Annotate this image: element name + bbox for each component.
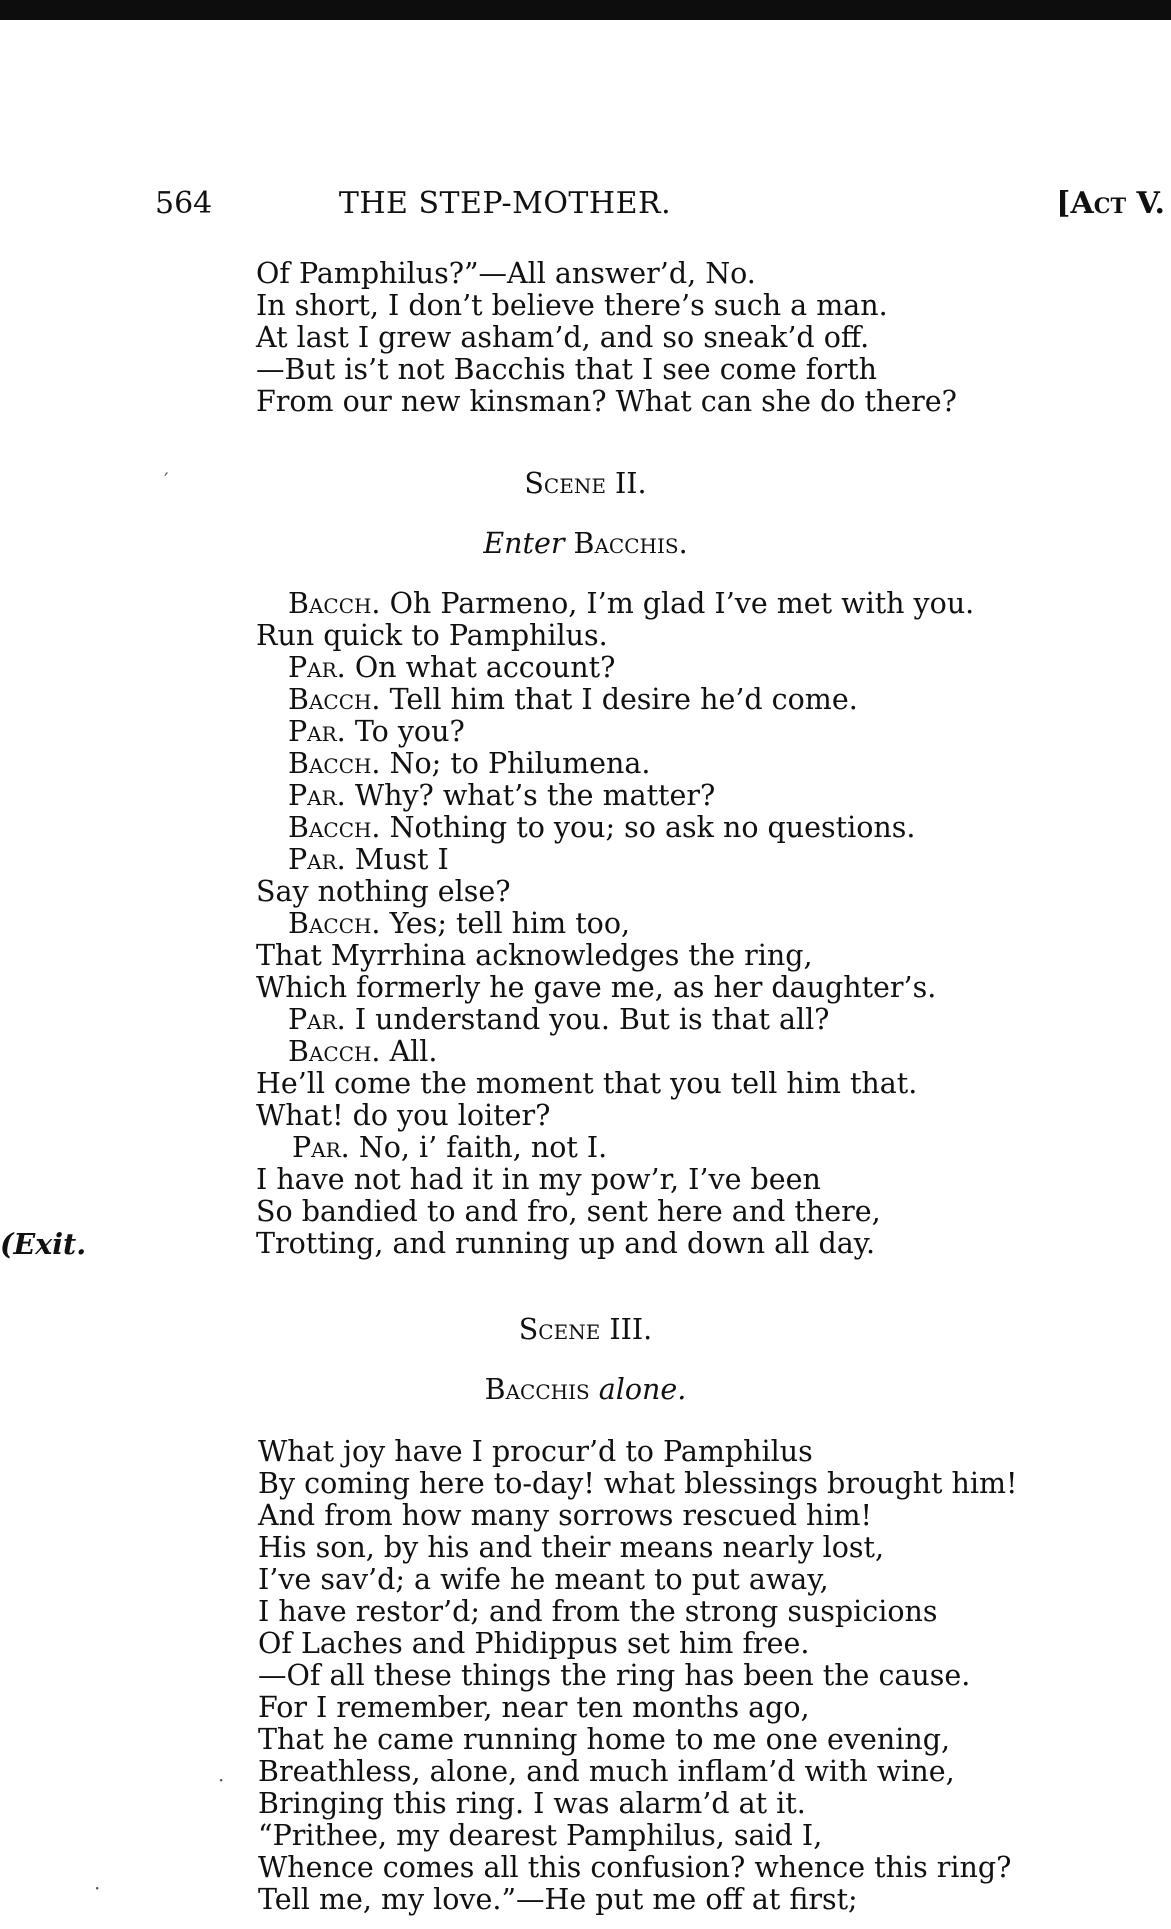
dialogue-line: He’ll come the moment that you tell him that.: [256, 1067, 918, 1100]
speech: I understand you. But is that all?: [354, 1003, 830, 1036]
verse-line: —Of all these things the ring has been the cause.: [258, 1659, 971, 1692]
running-title: THE STEP-MOTHER.: [338, 186, 672, 221]
stage-direction: [0, 1374, 1171, 1406]
page-header: [0, 186, 1171, 226]
speech: To you?: [354, 715, 465, 748]
exit-direction: (Exit.: [0, 1227, 87, 1261]
verse-line: In short, I don’t believe there’s such a man.: [256, 289, 888, 322]
stray-mark: ·: [94, 1876, 101, 1900]
verse-line: At last I grew asham’d, and so sneak’d off.: [256, 321, 870, 354]
verse-line: Bringing this ring. I was alarm’d at it.: [258, 1787, 806, 1820]
page-number: 564: [155, 186, 213, 221]
dialogue-line: [288, 780, 715, 812]
speaker-name: Bacch.: [288, 683, 381, 716]
top-scan-border: [0, 0, 1171, 20]
dialogue-line: Run quick to Pamphilus.: [256, 619, 608, 652]
speech: No, i’ faith, not I.: [358, 1131, 608, 1164]
speaker-name: Bacch.: [288, 587, 381, 620]
speech: Tell him that I desire he’d come.: [389, 683, 858, 716]
speech: Why? what’s the matter?: [354, 779, 716, 812]
dialogue-line: [292, 1132, 607, 1164]
speaker-name: Par.: [288, 715, 346, 748]
speech: Oh Parmeno, I’m glad I’ve met with you.: [389, 587, 975, 620]
speech: Nothing to you; so ask no questions.: [389, 811, 916, 844]
speaker-name: Par.: [288, 651, 346, 684]
dialogue-line: I have not had it in my pow’r, I’ve been: [256, 1163, 821, 1196]
dialogue-line: What! do you loiter?: [256, 1099, 551, 1132]
verse-line: And from how many sorrows rescued him!: [258, 1499, 872, 1532]
speaker-name: Bacch.: [288, 747, 381, 780]
stray-mark: ′: [164, 468, 169, 492]
speech: Must I: [354, 843, 449, 876]
stray-mark: ·: [218, 1768, 225, 1792]
verse-line: His son, by his and their means nearly lost,: [258, 1531, 885, 1564]
dialogue-line: [288, 908, 630, 940]
verse-line: Breathless, alone, and much inflam’d with wine,: [258, 1755, 955, 1788]
stage-direction-character: Bacchis.: [573, 527, 688, 560]
stage-direction: [0, 528, 1171, 560]
speaker-name: Par.: [288, 779, 346, 812]
speaker-name: Par.: [288, 843, 346, 876]
speaker-name: Par.: [288, 1003, 346, 1036]
dialogue-line: Which formerly he gave me, as her daughter’s.: [256, 971, 937, 1004]
dialogue-line: So bandied to and fro, sent here and there,: [256, 1195, 881, 1228]
dialogue-line: [288, 716, 465, 748]
dialogue-line: Say nothing else?: [256, 875, 511, 908]
dialogue-line: [288, 1036, 437, 1068]
verse-line: Of Pamphilus?”—All answer’d, No.: [256, 257, 756, 290]
verse-line: By coming here to-day! what blessings brought him!: [258, 1467, 1018, 1500]
dialogue-line: [288, 748, 650, 780]
speaker-name: Bacch.: [288, 907, 381, 940]
dialogue-line: [288, 684, 858, 716]
speaker-name: Bacch.: [288, 1035, 381, 1068]
speaker-name: Bacch.: [288, 811, 381, 844]
speech: All.: [389, 1035, 438, 1068]
stage-direction-note: alone.: [598, 1373, 687, 1406]
verse-line: I’ve sav’d; a wife he meant to put away,: [258, 1563, 829, 1596]
scene-heading: Scene III.: [518, 1313, 653, 1346]
speech: On what account?: [354, 651, 616, 684]
verse-line: For I remember, near ten months ago,: [258, 1691, 810, 1724]
verse-line: Tell me, my love.”—He put me off at first;: [258, 1883, 858, 1916]
verse-line: I have restor’d; and from the strong suspicions: [258, 1595, 938, 1628]
verse-line: —But is’t not Bacchis that I see come forth: [256, 353, 877, 386]
scene-heading: Scene II.: [524, 467, 647, 500]
verse-line: That he came running home to me one evening,: [258, 1723, 951, 1756]
verse-line: “Prithee, my dearest Pamphilus, said I,: [258, 1819, 823, 1852]
verse-line: From our new kinsman? What can she do there?: [256, 385, 957, 418]
stage-direction-character: Bacchis: [484, 1373, 590, 1406]
dialogue-line: That Myrrhina acknowledges the ring,: [256, 939, 813, 972]
speech: No; to Philumena.: [389, 747, 651, 780]
dialogue-line: [288, 652, 615, 684]
speaker-name: Par.: [292, 1131, 350, 1164]
dialogue-line: [288, 1004, 829, 1036]
dialogue-line: [288, 588, 974, 620]
verse-line: What joy have I procur’d to Pamphilus: [258, 1435, 813, 1468]
dialogue-line: Trotting, and running up and down all day.: [256, 1227, 876, 1260]
act-marker: [Act V.: [1056, 186, 1165, 221]
dialogue-line: [288, 812, 915, 844]
dialogue-line: [288, 844, 449, 876]
verse-line: Of Laches and Phidippus set him free.: [258, 1627, 810, 1660]
speech: Yes; tell him too,: [389, 907, 631, 940]
stage-direction-verb: Enter: [483, 527, 565, 560]
verse-line: Whence comes all this confusion? whence this ring?: [258, 1851, 1012, 1884]
